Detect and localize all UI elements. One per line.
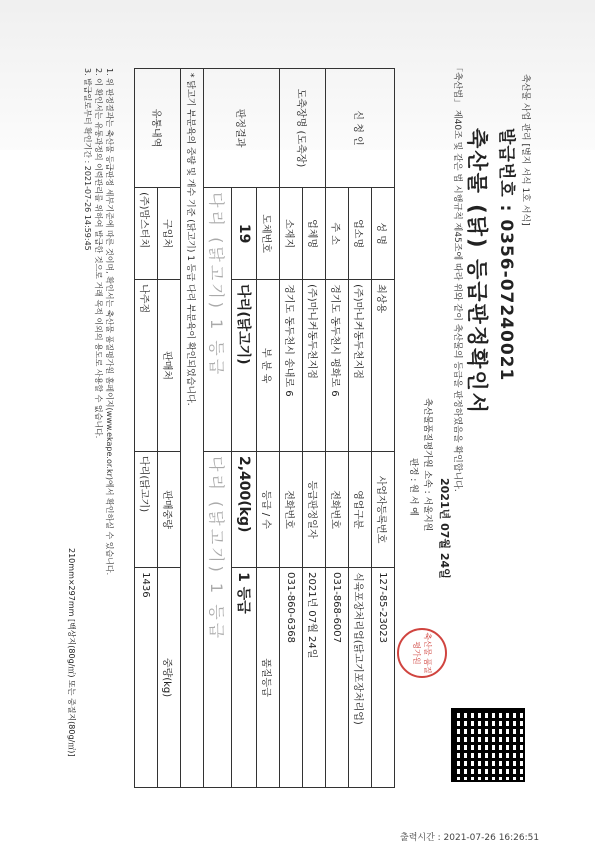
official-seal-icon: 축산물 품질평가원 xyxy=(397,628,447,678)
field-value: 2021년 07월 24일 xyxy=(303,568,326,788)
certificate-table xyxy=(134,68,395,788)
paper-size: 210mm×297mm [백상지(80g/㎡) 또는 중질지(80g/㎡)] xyxy=(67,548,76,757)
field-key: 성 명 xyxy=(372,188,395,280)
field-value: 경기도 동두천시 송내로 6 xyxy=(280,280,303,452)
print-time: 출력시간 : 2021-07-26 16:26:51 xyxy=(400,833,540,843)
grading-notice: * 닭고기 부분육의 중량 및 개수 기준 (닭고기) 1 등급 다리 부분육이 확인되었습니다. xyxy=(181,69,204,788)
form-note: 축산물 사업 관리 [별지 서식 1호 서식] xyxy=(520,74,530,226)
footnotes xyxy=(82,68,115,768)
footnote: 3. 발급일로부터 확인기간 : 2021-07-26 14:59:45 xyxy=(83,68,92,251)
qr-code-icon xyxy=(451,708,525,782)
distribution-header: 판매처 xyxy=(158,280,181,452)
field-value: 031-868-6007 xyxy=(326,568,349,788)
item-number: 19 xyxy=(232,188,257,280)
grading-header: 도체번호 xyxy=(257,188,280,280)
distribution-cell: 나주점 xyxy=(135,280,158,452)
issue-date: 2021년 07월 24일 xyxy=(438,478,451,579)
distribution-label: 유통내역 xyxy=(135,69,181,188)
field-value: 127-85-23023 xyxy=(372,568,395,788)
weight-value: 2,400(kg) xyxy=(232,452,257,568)
document-title: 축산물 (닭) 등급판정확인서 xyxy=(465,128,489,415)
field-key: 주 소 xyxy=(326,188,349,280)
field-value: (주)마니커동두천지점 xyxy=(303,280,326,452)
intro-text: 「축산법」 제40조 및 같은 법 시행규칙 제45조에 따라 위와 같이 축산물의 등급을 판정하였음을 확인합니다. xyxy=(452,63,462,492)
field-value: 최상용 xyxy=(372,280,395,452)
distribution-header: 중량(kg) xyxy=(158,568,181,788)
field-value: (주)마니커동두천지점 xyxy=(349,280,372,452)
field-key: 등급판정일자 xyxy=(303,452,326,568)
part-name: 다리(닭고기) xyxy=(232,280,257,452)
distribution-header: 판매중량 xyxy=(158,452,181,568)
field-key: 업체명 xyxy=(303,188,326,280)
footnote: 2. 이 확인서는 유통과정의 이력관리를 위하여 발급한 것으로 거래 목적 이외의 용도로 사용할 수 없습니다. xyxy=(94,68,103,439)
grade-stamp-left: 다리 (닭고기) 1 등급 xyxy=(204,188,232,452)
grading-header: 부 분 육 xyxy=(257,280,280,452)
field-key: 전화번호 xyxy=(326,452,349,568)
distribution-header: 구입처 xyxy=(158,188,181,280)
grading-label: 판정결과 xyxy=(204,69,280,188)
grader: 판정 : 원 서 예 xyxy=(408,458,418,516)
grading-header: 등급 / 수 xyxy=(257,452,280,568)
document-stage xyxy=(45,60,545,800)
field-key: 소재지 xyxy=(280,188,303,280)
footnote: 1. 위 판정결과는 축산물 등급판정 세부기준에 따른 것이며, 확인서는 축산물 품질평가원 홈페이지(www.ekape.or.kr)에서 확인하실 수 있습니다. xyxy=(105,68,114,576)
issue-number: 발급번호 : 0356-07240021 xyxy=(496,128,516,382)
field-value: 경기도 동두천시 평화로 6 xyxy=(326,280,349,452)
field-value: 031-860-6368 xyxy=(280,568,303,788)
distribution-cell: 다리(닭고기) xyxy=(135,452,158,568)
field-value: 식육포장처리업(닭고기포장처리업) xyxy=(349,568,372,788)
grading-certificate xyxy=(65,63,535,788)
grading-header: 품질등급 xyxy=(257,568,280,788)
distribution-cell: (주)맘스터치 xyxy=(135,188,158,280)
field-key: 업소명 xyxy=(349,188,372,280)
grade-stamp-right: 다리 (닭고기) 1 등급 xyxy=(204,452,232,788)
issuer: 축산물품질평가원 소속 : 서울지원 xyxy=(422,398,432,532)
quality-grade: 1 등급 xyxy=(232,568,257,788)
field-key: 사업자등록번호 xyxy=(372,452,395,568)
field-key: 전화번호 xyxy=(280,452,303,568)
field-key: 영업구분 xyxy=(349,452,372,568)
applicant-label: 신 청 인 xyxy=(326,69,395,188)
plant-label: 도축장명 (도축장) xyxy=(280,69,326,188)
distribution-cell: 1436 xyxy=(135,568,158,788)
